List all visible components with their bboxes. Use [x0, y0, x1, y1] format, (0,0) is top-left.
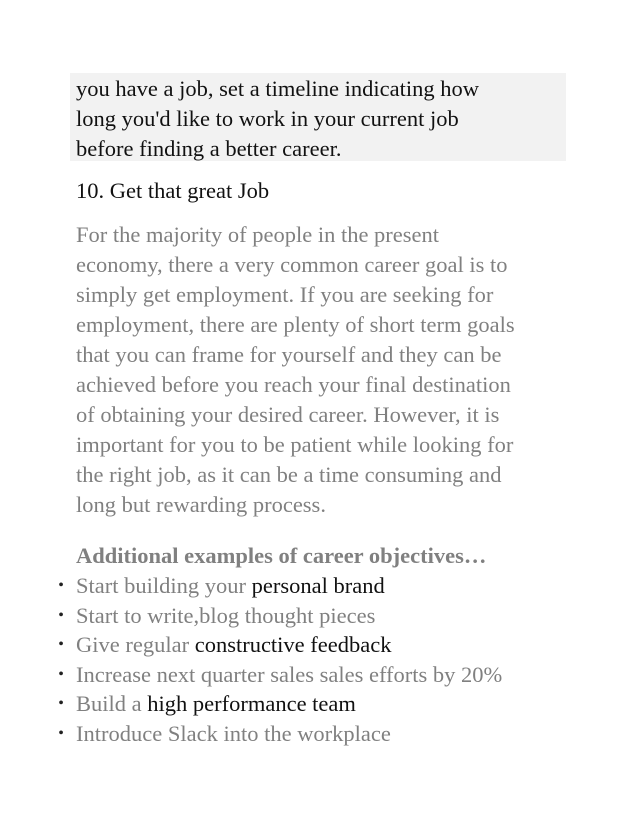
list-item [0, 630, 502, 660]
paragraph-line: that you can frame for yourself and they can be [76, 342, 502, 367]
list-item-highlight: personal brand [251, 573, 385, 598]
bullet-icon: • [58, 577, 64, 594]
bullet-icon: • [58, 636, 64, 654]
list-item [0, 660, 502, 690]
paragraph-line: of obtaining your desired career. However, it is [76, 402, 500, 427]
list-item-text: Increase next quarter sales sales efforts by 20% [76, 661, 503, 687]
section-heading: 10. Get that great Job [76, 178, 270, 203]
body-paragraph [76, 220, 515, 520]
list-item [0, 601, 502, 631]
list-item-text: Build a [76, 691, 148, 717]
bullet-icon: • [58, 665, 64, 683]
bullet-icon: • [58, 606, 64, 624]
intro-paragraph [76, 74, 479, 164]
intro-line: before finding a better career. [76, 136, 342, 161]
list-item-highlight: high performance team [147, 691, 356, 717]
paragraph-line: the right job, as it can be a time consuming and [76, 462, 502, 487]
paragraph-line: long but rewarding process. [76, 492, 326, 517]
list-item-text: Start to write,blog thought pieces [76, 602, 376, 628]
paragraph-line: economy, there a very common career goal is to [76, 252, 508, 277]
list-item-text: Give regular [76, 632, 195, 658]
intro-line: you have a job, set a timeline indicating how [76, 76, 480, 101]
objectives-list-title: Additional examples of career objectives… [76, 543, 487, 568]
bullet-icon: • [58, 695, 64, 713]
list-item-text: Start building your [76, 573, 252, 598]
paragraph-line: achieved before you reach your final destination [76, 372, 511, 397]
intro-line: long you'd like to work in your current job [76, 106, 459, 131]
list-item-highlight: constructive feedback [194, 632, 392, 658]
list-item-text: Introduce Slack into the workplace [76, 720, 391, 746]
list-item [0, 571, 502, 601]
list-item [0, 689, 502, 719]
list-item [0, 719, 502, 749]
bullet-icon: • [58, 724, 64, 742]
paragraph-line: simply get employment. If you are seeking for [76, 282, 494, 307]
paragraph-line: employment, there are plenty of short term goals [76, 312, 515, 337]
paragraph-line: For the majority of people in the present [76, 222, 440, 247]
objectives-list [0, 571, 502, 749]
paragraph-line: important for you to be patient while looking for [76, 432, 514, 457]
